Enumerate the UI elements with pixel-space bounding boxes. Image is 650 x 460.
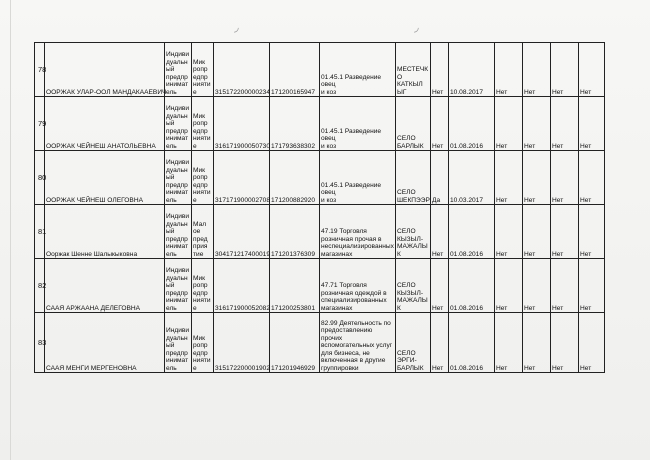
ogrn-number: 317171900002708 [214, 151, 270, 205]
entity-name: ООРЖАК ЧЕЙНЕШ ОЛЕГОВНА [45, 151, 165, 205]
flag-col-12: Нет [551, 43, 579, 97]
entity-size-line: Мик [193, 274, 206, 282]
entity-type-line: ый [166, 66, 175, 73]
entity-type-line: Индиви [166, 267, 190, 274]
entity-type-line: дуальн [166, 220, 188, 228]
locality-name-line: СЕЛО [397, 228, 416, 235]
entity-size-line: Мик [193, 334, 206, 342]
locality-name-line: КЫЗЫЛ- [397, 289, 424, 297]
flag-col-13: Нет [579, 43, 605, 97]
inclusion-date: 10.08.2017 [449, 43, 495, 97]
flag-col-11: Нет [523, 205, 551, 259]
locality-name-line: МАЖАЛЫ [397, 243, 428, 250]
inclusion-date: 01.08.2016 [449, 97, 495, 151]
entity-type-line: дуальн [166, 166, 188, 174]
locality-name-line: ЫГ [397, 88, 407, 96]
activity-code-line: специализированных [321, 297, 387, 304]
entity-type-line: ель [166, 142, 177, 150]
row-number: 81 [35, 205, 45, 259]
locality-name-line: К [397, 250, 401, 258]
activity-code-line: 82.99 Деятельность по [321, 319, 391, 327]
activity-code [320, 43, 396, 97]
locality-name-line: МАЖАЛЫ [397, 297, 428, 304]
entity-size-line: пред [193, 235, 208, 243]
entity-type-line: ый [166, 228, 175, 235]
entity-size-line: нияти [193, 357, 211, 364]
entity-type-line: ель [166, 88, 177, 96]
entity-size-line: Мик [193, 112, 206, 120]
entity-name: ООРЖАК УЛАР-ООЛ МАНДАКААЕВИЧ [45, 43, 165, 97]
scan-edge [10, 0, 11, 460]
entity-type-line: ель [166, 304, 177, 312]
entity-size-line: е [193, 88, 197, 96]
entity-type-line: предпр [166, 127, 188, 135]
locality-name-line: БАРЛЫК [397, 142, 424, 150]
flag-col-8: Нет [431, 313, 449, 373]
entity-size [192, 97, 214, 151]
activity-code-line: предоставлению прочих [321, 327, 373, 342]
entity-size-line: едпр [193, 73, 208, 81]
entity-size-line: е [193, 142, 197, 150]
activity-code-line: 47.19 Торговля [321, 228, 367, 235]
activity-code-line: неспециализированных [321, 243, 394, 250]
entity-type [165, 205, 192, 259]
table-row [35, 259, 605, 313]
entity-size-line: нияти [193, 189, 211, 196]
ogrn-number: 315172200000234 [214, 43, 270, 97]
activity-code [320, 151, 396, 205]
entity-type-line: инимат [166, 297, 189, 304]
inclusion-date: 10.03.2017 [449, 151, 495, 205]
entity-type-line: инимат [166, 189, 189, 196]
activity-code-line: вспомогательных услуг [321, 342, 393, 349]
flag-col-12: Нет [551, 151, 579, 205]
entity-type-line: дуальн [166, 58, 188, 66]
table-row [35, 205, 605, 259]
activity-code-line: 01.45.1 Разведение овец [321, 127, 382, 142]
locality-name-line: О [397, 73, 403, 81]
table-row [35, 97, 605, 151]
inn-number: 171201376309 [270, 205, 320, 259]
entity-size-line: едпр [193, 127, 208, 135]
entity-type-line: предпр [166, 73, 188, 81]
flag-col-11: Нет [523, 43, 551, 97]
inn-number: 171200165947 [270, 43, 320, 97]
entity-type [165, 151, 192, 205]
entity-name: ООРЖАК ЧЕЙНЕШ АНАТОЛЬЕВНА [45, 97, 165, 151]
entity-type-line: ель [166, 364, 177, 372]
flag-col-8: Нет [431, 43, 449, 97]
activity-code-line: и коз [321, 88, 337, 96]
entity-type-line: инимат [166, 357, 189, 364]
flag-col-13: Нет [579, 313, 605, 373]
entity-size-line: Мик [193, 58, 206, 66]
inn-number: 171793638302 [270, 97, 320, 151]
table-row [35, 313, 605, 373]
row-number: 82 [35, 259, 45, 313]
flag-col-10: Нет [495, 97, 523, 151]
entity-size [192, 313, 214, 373]
activity-code-line: 01.45.1 Разведение овец [321, 73, 382, 88]
entity-size-line: е [193, 304, 197, 312]
activity-code [320, 205, 396, 259]
entity-size-line: ропр [193, 66, 208, 73]
entity-size [192, 43, 214, 97]
flag-col-13: Нет [579, 259, 605, 313]
locality-name [396, 313, 431, 373]
locality-name-line: СЕЛО [397, 189, 416, 196]
entity-type-line: дуальн [166, 112, 188, 120]
flag-col-12: Нет [551, 259, 579, 313]
inclusion-date: 01.08.2016 [449, 205, 495, 259]
registry-table-body [35, 43, 605, 373]
flag-col-8: Да [431, 151, 449, 205]
locality-name [396, 97, 431, 151]
entity-size-line: Мал [193, 220, 207, 228]
table-row [35, 43, 605, 97]
activity-code-line: 47.71 Торговля [321, 282, 367, 289]
activity-code-line: и коз [321, 196, 337, 204]
locality-name-line: КАТКЫЛ [397, 81, 423, 88]
registry-table [34, 42, 605, 373]
entity-type-line: Индиви [166, 213, 190, 220]
activity-code [320, 313, 396, 373]
table-row [35, 151, 605, 205]
entity-type [165, 97, 192, 151]
locality-name-line: ШЕКПЭЭР [397, 196, 430, 204]
entity-type-line: предпр [166, 289, 188, 297]
activity-code-line: и коз [321, 142, 337, 150]
flag-col-13: Нет [579, 97, 605, 151]
flag-col-12: Нет [551, 313, 579, 373]
flag-col-8: Нет [431, 259, 449, 313]
locality-name-line: СЕЛО [397, 282, 416, 289]
entity-type-line: ый [166, 174, 175, 181]
flag-col-10: Нет [495, 205, 523, 259]
entity-type-line: дуальн [166, 334, 188, 342]
locality-name [396, 151, 431, 205]
flag-col-10: Нет [495, 151, 523, 205]
locality-name-line: БАРЛЫК [397, 364, 424, 372]
activity-code-line: группировки [321, 364, 359, 372]
entity-type-line: Индиви [166, 105, 190, 112]
entity-name: СААЯ АРЖААНА ДЕЛЕГОВНА [45, 259, 165, 313]
inn-number: 171200253801 [270, 259, 320, 313]
activity-code-line: магазинах [321, 304, 353, 312]
entity-type [165, 259, 192, 313]
flag-col-10: Нет [495, 313, 523, 373]
entity-type-line: ель [166, 196, 177, 204]
locality-name [396, 43, 431, 97]
flag-col-11: Нет [523, 151, 551, 205]
entity-size-line: едпр [193, 289, 208, 297]
activity-code-line: включенная в другие [321, 357, 386, 364]
entity-type-line: Индиви [166, 51, 190, 58]
ogrn-number: 315172200001902 [214, 313, 270, 373]
ogrn-number: 316171900052082 [214, 259, 270, 313]
entity-size [192, 151, 214, 205]
entity-type-line: Индиви [166, 327, 190, 334]
flag-col-11: Нет [523, 313, 551, 373]
inclusion-date: 01.08.2016 [449, 259, 495, 313]
activity-code-line: розничная одеждой в [321, 289, 387, 297]
entity-type-line: ый [166, 282, 175, 289]
entity-type-line: предпр [166, 235, 188, 243]
locality-name-line: СЕЛО [397, 349, 416, 357]
entity-size-line: нияти [193, 135, 211, 142]
ogrn-number: 316171900050730 [214, 97, 270, 151]
entity-size-line: едпр [193, 349, 208, 357]
locality-name-line: МЕСТЕЧК [397, 66, 429, 73]
entity-size-line: е [193, 196, 197, 204]
row-number: 83 [35, 313, 45, 373]
entity-size [192, 205, 214, 259]
row-number: 78 [35, 43, 45, 97]
flag-col-10: Нет [495, 43, 523, 97]
entity-type-line: ель [166, 250, 177, 258]
entity-size-line: ропр [193, 282, 208, 289]
punch-hole-mark-right: ◞ [414, 20, 419, 34]
locality-name-line: К [397, 304, 401, 312]
entity-size-line: е [193, 364, 197, 372]
inn-number: 171200882920 [270, 151, 320, 205]
entity-type-line: ый [166, 120, 175, 127]
entity-type-line: ый [166, 342, 175, 349]
flag-col-12: Нет [551, 205, 579, 259]
entity-size [192, 259, 214, 313]
entity-size-line: прия [193, 243, 208, 250]
entity-size-line: Мик [193, 166, 206, 174]
entity-type [165, 43, 192, 97]
row-number: 80 [35, 151, 45, 205]
entity-type-line: инимат [166, 243, 189, 250]
entity-type-line: предпр [166, 349, 188, 357]
entity-type-line: Индиви [166, 159, 190, 166]
entity-type-line: инимат [166, 135, 189, 142]
entity-name: СААЯ МЕНГИ МЕРГЕНОВНА [45, 313, 165, 373]
ogrn-number: 304171217400019 [214, 205, 270, 259]
flag-col-12: Нет [551, 97, 579, 151]
activity-code-line: 01.45.1 Разведение овец [321, 181, 382, 196]
flag-col-11: Нет [523, 259, 551, 313]
activity-code-line: розничная прочая в [321, 235, 382, 243]
activity-code [320, 259, 396, 313]
locality-name-line: ЭРГИ- [397, 357, 417, 364]
flag-col-13: Нет [579, 151, 605, 205]
flag-col-8: Нет [431, 97, 449, 151]
locality-name [396, 259, 431, 313]
activity-code [320, 97, 396, 151]
punch-hole-mark-left: ◞ [234, 20, 239, 34]
entity-size-line: ропр [193, 342, 208, 349]
entity-size-line: ропр [193, 174, 208, 181]
locality-name-line: СЕЛО [397, 135, 416, 142]
locality-name [396, 205, 431, 259]
entity-type-line: дуальн [166, 274, 188, 282]
inn-number: 171201946929 [270, 313, 320, 373]
entity-size-line: едпр [193, 181, 208, 189]
entity-type-line: предпр [166, 181, 188, 189]
entity-name: Ооржак Шенне Шалыкыковна [45, 205, 165, 259]
flag-col-10: Нет [495, 259, 523, 313]
activity-code-line: для бизнеса, не [321, 349, 370, 357]
entity-size-line: нияти [193, 81, 211, 88]
entity-type [165, 313, 192, 373]
entity-size-line: нияти [193, 297, 211, 304]
activity-code-line: магазинах [321, 250, 353, 258]
entity-type-line: инимат [166, 81, 189, 88]
entity-size-line: ропр [193, 120, 208, 127]
inclusion-date: 01.08.2016 [449, 313, 495, 373]
entity-size-line: тие [193, 250, 204, 258]
locality-name-line: КЫЗЫЛ- [397, 235, 424, 243]
flag-col-11: Нет [523, 97, 551, 151]
flag-col-13: Нет [579, 205, 605, 259]
flag-col-8: Нет [431, 205, 449, 259]
row-number: 79 [35, 97, 45, 151]
entity-size-line: ое [193, 228, 201, 235]
